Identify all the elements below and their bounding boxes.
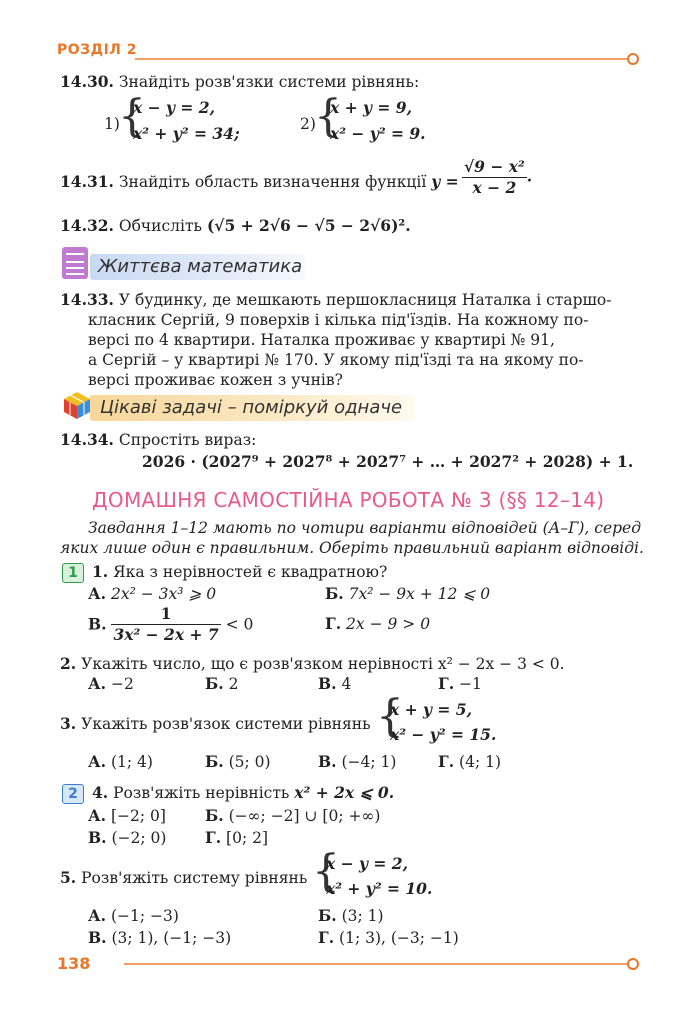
header-dot-icon <box>627 53 639 65</box>
brace-icon: { <box>118 91 146 142</box>
q3-option-b: Б. (5; 0) <box>205 752 271 771</box>
question-4: 4. Розв'яжіть нерівність x² + 2x ⩽ 0. <box>92 783 395 802</box>
domain-fraction: $\frac{\text{√9 − x²}}{x - 2}$ . <box>464 157 533 197</box>
system-2-label: 2) <box>300 115 316 133</box>
q1-option-a: А. 2x² − 3x³ ⩾ 0 <box>88 584 217 603</box>
q1-option-b: Б. 7x² − 9x + 12 ⩽ 0 <box>325 584 491 603</box>
notepad-icon <box>62 247 88 279</box>
homework-intro: яких лише один є правильним. Оберіть правильний варіант відповіді. <box>60 539 644 557</box>
problem-14-33-line: версі проживає кожен з учнів? <box>88 371 343 389</box>
problem-14-30: 14.30. Знайдіть розв'язки системи рівнянь: <box>60 72 420 91</box>
problem-14-32: 14.32. Обчисліть (√5 + 2√6 − √5 − 2√6)². <box>60 216 411 235</box>
footer-dot-icon <box>627 958 639 970</box>
brace-icon: { <box>376 691 404 742</box>
page-number: 138 <box>57 954 91 973</box>
q5-option-v: В. (3; 1), (−1; −3) <box>88 928 232 947</box>
footer-rule <box>124 963 628 965</box>
problem-14-34-expr: 2026 · (2027⁹ + 2027⁸ + 2027⁷ + … + 2027² + 2028) + 1. <box>142 452 634 471</box>
q5-option-b: Б. (3; 1) <box>318 906 384 925</box>
question-3: 3. Укажіть розв'язок системи рівнянь <box>60 714 371 733</box>
q1-option-g: Г. 2x − 9 > 0 <box>325 614 431 633</box>
header-rule <box>135 58 627 60</box>
system-1-label: 1) <box>104 115 120 133</box>
problem-14-33: 14.33. У будинку, де мешкають першокласниця Наталка і старшо- <box>60 290 612 309</box>
problem-14-33-line: а Сергій – у квартирі № 170. У якому під'їзді та на якому по- <box>88 351 584 369</box>
life-math-title: Життєва математика <box>98 256 303 277</box>
question-2: 2. Укажіть число, що є розв'язком нерівності x² − 2x − 3 < 0. <box>60 654 565 673</box>
section-header: РОЗДІЛ 2 <box>57 42 138 58</box>
question-5: 5. Розв'яжіть систему рівнянь <box>60 868 308 887</box>
q5-option-g: Г. (1; 3), (−3; −1) <box>318 928 459 947</box>
homework-intro: Завдання 1–12 мають по чотири варіанти відповідей (А–Г), серед <box>88 519 642 537</box>
q5-eq2: x² + y² = 10. <box>326 879 433 898</box>
q2-option-v: В. 4 <box>318 674 352 693</box>
system-2-eq1: x + y = 9, <box>330 98 412 117</box>
q4-option-a: А. [−2; 0] <box>88 806 166 825</box>
puzzle-title: Цікаві задачі – поміркуй одначе <box>100 397 403 418</box>
level-1-badge: 1 <box>62 563 84 583</box>
q3-eq2: x² − y² = 15. <box>390 725 497 744</box>
q4-option-b: Б. (−∞; −2] ∪ [0; +∞) <box>205 806 381 825</box>
system-2-eq2: x² − y² = 9. <box>330 124 426 143</box>
q3-eq1: x + y = 5, <box>390 700 472 719</box>
q2-option-a: А. −2 <box>88 674 134 693</box>
q5-option-a: А. (−1; −3) <box>88 906 179 925</box>
q4-option-g: Г. [0; 2] <box>205 828 269 847</box>
problem-14-31: 14.31. Знайдіть область визначення функції y = <box>60 172 459 191</box>
question-1: 1. Яка з нерівностей є квадратною? <box>92 562 388 581</box>
q2-option-g: Г. −1 <box>438 674 482 693</box>
level-2-badge: 2 <box>62 784 84 804</box>
q4-option-v: В. (−2; 0) <box>88 828 167 847</box>
problem-14-34: 14.34. Спростіть вираз: <box>60 430 257 449</box>
cube-icon <box>62 390 92 420</box>
system-1-eq1: x − y = 2, <box>133 98 215 117</box>
problem-14-33-line: версі по 4 квартири. Наталка проживає у квартирі № 91, <box>88 331 555 349</box>
q3-option-g: Г. (4; 1) <box>438 752 502 771</box>
q3-option-a: А. (1; 4) <box>88 752 153 771</box>
problem-14-33-line: класник Сергій, 9 поверхів і кілька під'їздів. На кожному по- <box>88 311 589 329</box>
brace-icon: { <box>314 91 342 142</box>
q5-eq1: x − y = 2, <box>326 854 408 873</box>
q3-option-v: В. (−4; 1) <box>318 752 397 771</box>
q2-option-b: Б. 2 <box>205 674 239 693</box>
homework-title: ДОМАШНЯ САМОСТІЙНА РОБОТА № 3 (§§ 12–14) <box>92 488 605 512</box>
system-1-eq2: x² + y² = 34; <box>133 124 240 143</box>
brace-icon: { <box>312 846 340 897</box>
q1-option-v: В. $\frac{1}{\text{3x² − 2x + 7}}$ < 0 <box>88 604 254 644</box>
